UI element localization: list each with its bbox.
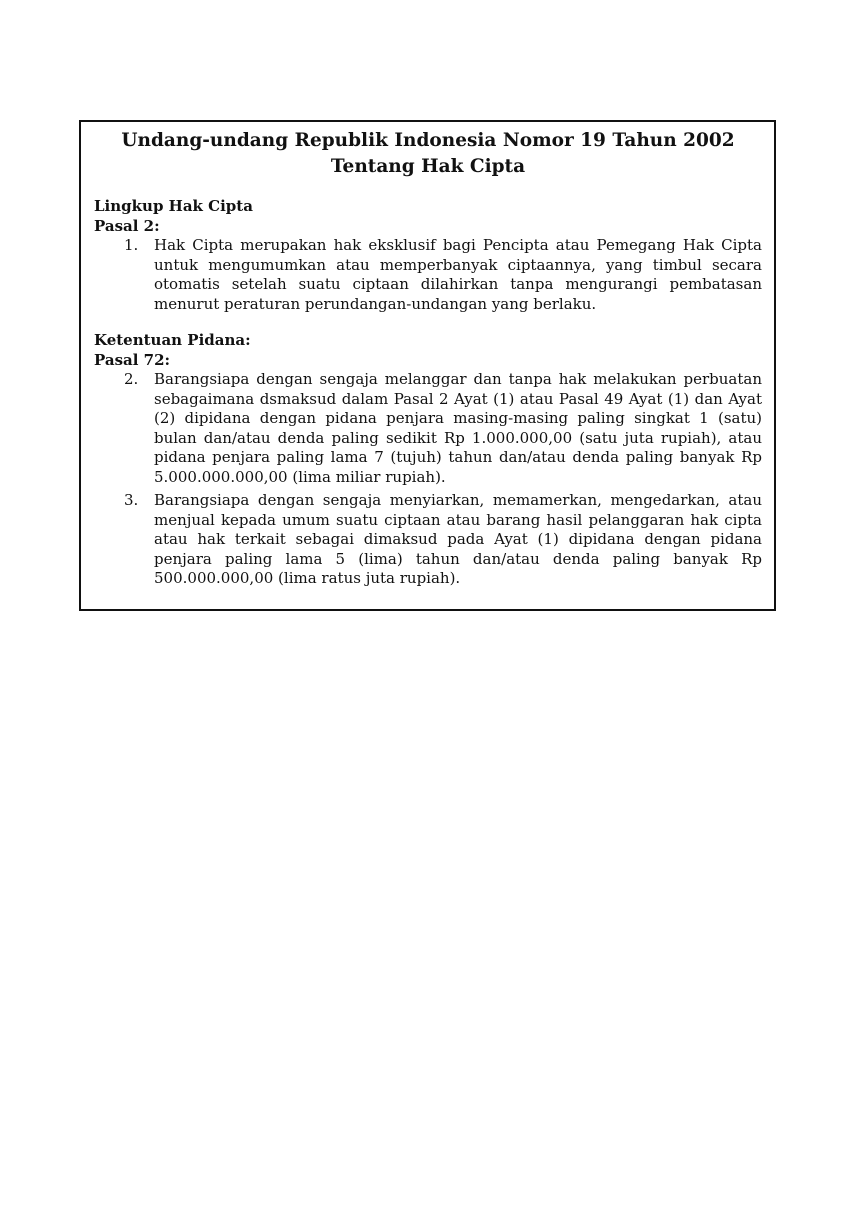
- article-label-pasal-2: Pasal 2:: [94, 216, 160, 235]
- clause-text: Barangsiapa dengan sengaja menyiarkan, memamerkan, mengedarkan, atau menjual kepada umum suatu ciptaan atau barang hasil pelanggaran hak cipta atau hak terkait sebagai dimaksud pada Ayat (1) dipidana dengan pidana penjara paling lama 5 (lima) tahun dan/atau denda paling banyak Rp 500.000.000,00 (lima ratus juta rupiah).: [154, 491, 762, 587]
- clause-text: Hak Cipta merupakan hak eksklusif bagi Pencipta atau Pemegang Hak Cipta untuk mengumumkan atau memperbanyak ciptaannya, yang timbul secara otomatis setelah suatu ciptaan dilahirkan tanpa mengurangi pembatasan menurut peraturan perundangan-undangan yang berlaku.: [154, 236, 762, 313]
- clause-number: 1.: [124, 236, 139, 254]
- document-title-line-1: Undang-undang Republik Indonesia Nomor 19 Tahun 2002: [121, 130, 735, 151]
- clause-number: 3.: [124, 491, 139, 509]
- clause-text: Barangsiapa dengan sengaja melanggar dan tanpa hak melakukan perbuatan sebagaimana dsmaksud dalam Pasal 2 Ayat (1) atau Pasal 49 Ayat (1) dan Ayat (2) dipidana dengan pidana penjara masing-masing paling singkat 1 (satu) bulan dan/atau denda paling sedikit Rp 1.000.000,00 (satu juta rupiah), atau pidana penjara paling lama 7 (tujuh) tahun dan/atau denda paling banyak Rp 5.000.000.000,00 (lima miliar rupiah).: [154, 370, 762, 486]
- section-heading-scope: Lingkup Hak Cipta: [94, 197, 253, 215]
- clause-item: [94, 491, 762, 589]
- clause-item: [94, 370, 762, 487]
- clause-number: 2.: [124, 370, 139, 388]
- section-heading-penalties: Ketentuan Pidana:: [94, 331, 251, 349]
- copyright-notice-box: [79, 120, 776, 611]
- document-title-line-2: Tentang Hak Cipta: [330, 156, 526, 177]
- article-label-pasal-72: Pasal 72:: [94, 350, 171, 369]
- clause-item: [94, 236, 762, 314]
